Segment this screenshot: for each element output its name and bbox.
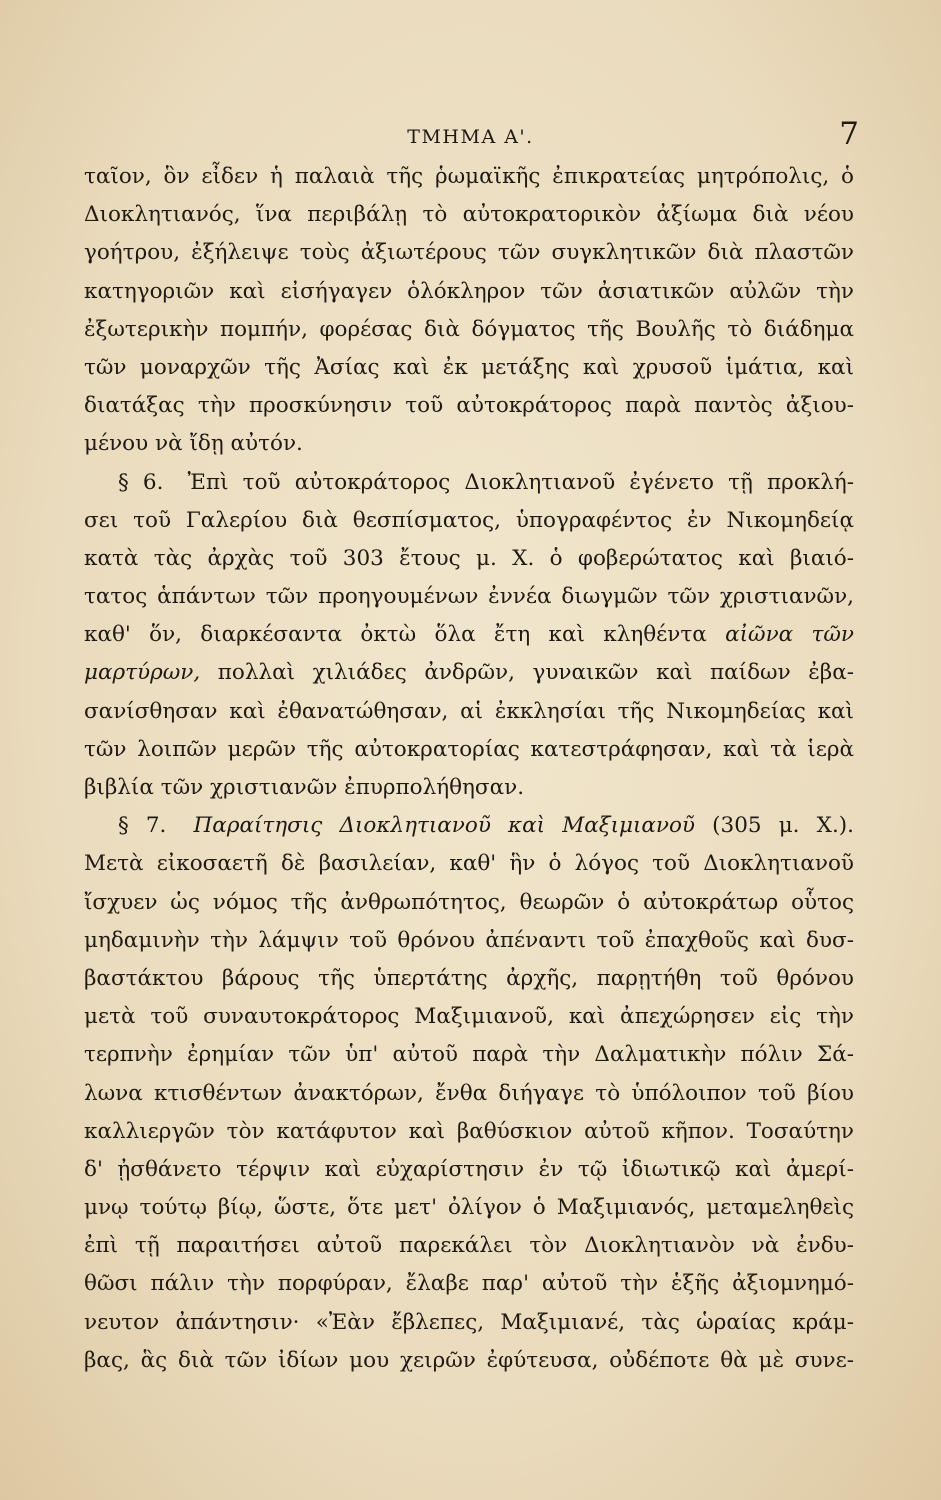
section-mark: § 6.	[118, 469, 164, 495]
text-line: τῶν λοιπῶν μερῶν τῆς αὐτοκρατορίας κατεστράφησαν, καὶ τὰ ἱερὰ	[84, 736, 854, 762]
italic-phrase: μαρτύρων,	[84, 660, 201, 686]
text-line: βαστάκτου βάρους τῆς ὑπερτάτης ἀρχῆς, παρῃτήθη τοῦ θρόνου	[84, 965, 854, 991]
text-line	[84, 654, 854, 692]
text-line: δ' ᾐσθάνετο τέρψιν καὶ εὐχαρίστησιν ἐν τῷ ἰδιωτικῷ καὶ ἀμερί-	[84, 1156, 854, 1182]
text-line: βιβλία τῶν χριστιανῶν ἐπυρπολήθησαν.	[84, 775, 525, 800]
text-line: θῶσι πάλιν τὴν πορφύραν, ἔλαβε παρ' αὐτοῦ τὴν ἑξῆς ἀξιομνημό-	[84, 1271, 854, 1297]
text-line: σανίσθησαν καὶ ἐθανατώθησαν, αἱ ἐκκλησίαι τῆς Νικομηδείας καὶ	[84, 698, 854, 724]
text-line: σει τοῦ Γαλερίου διὰ θεσπίσματος, ὑπογραφέντος ἐν Νικομηδείᾳ	[84, 507, 854, 533]
text-span: καθ' ὅν, διαρκέσαντα ὀκτὼ ὅλα ἔτη καὶ κληθέντα	[84, 622, 707, 648]
text-line: καλλιεργῶν τὸν κατάφυτον καὶ βαθύσκιον αὐτοῦ κῆπον. Τοσαύτην	[84, 1118, 854, 1144]
text-line: τερπνὴν ἐρημίαν τῶν ὑπ' αὐτοῦ παρὰ τὴν Δαλματικὴν πόλιν Σά-	[84, 1042, 854, 1068]
text-line: μνῳ τούτῳ βίῳ, ὥστε, ὅτε μετ' ὀλίγον ὁ Μαξιμιανός, μεταμεληθεὶς	[84, 1195, 854, 1221]
page-number: 7	[839, 116, 859, 152]
text-line: Διοκλητιανός, ἵνα περιβάλῃ τὸ αὐτοκρατορικὸν ἀξίωμα διὰ νέου	[84, 202, 854, 228]
section-7-heading	[84, 807, 854, 845]
section-6-first-line	[84, 464, 854, 502]
text-line: μηδαμινὴν τὴν λάμψιν τοῦ θρόνου ἀπέναντι τοῦ ἐπαχθοῦς καὶ δυσ-	[84, 927, 854, 953]
page-header	[0, 116, 941, 156]
text-line: ἐξωτερικὴν πομπήν, φορέσας διὰ δόγματος τῆς Βουλῆς τὸ διάδημα	[84, 316, 854, 342]
text-line	[84, 616, 854, 654]
page-body	[84, 158, 854, 1380]
text-span: Ἐπὶ τοῦ αὐτοκράτορος Διοκλητιανοῦ ἐγένετο τῇ προκλή-	[187, 469, 854, 495]
text-line: τῶν μοναρχῶν τῆς Ἀσίας καὶ ἐκ μετάξης καὶ χρυσοῦ ἱμάτια, καὶ	[84, 354, 854, 380]
text-line: ἐπὶ τῇ παραιτήσει αὐτοῦ παρεκάλει τὸν Διοκλητιανὸν νὰ ἐνδυ-	[84, 1233, 854, 1259]
text-line: κατηγοριῶν καὶ εἰσήγαγεν ὁλόκληρον τῶν ἀσιατικῶν αὐλῶν τὴν	[84, 278, 854, 304]
text-line: νευτον ἀπάντησιν· «Ἐὰν ἔβλεπες, Μαξιμιανέ, τὰς ὡραίας κράμ-	[84, 1309, 854, 1335]
text-line: μένου νὰ ἴδῃ αὐτόν.	[84, 431, 303, 457]
text-line: λωνα κτισθέντων ἀνακτόρων, ἔνθα διήγαγε τὸ ὑπόλοιπον τοῦ βίου	[84, 1080, 854, 1106]
text-line: τατος ἁπάντων τῶν προηγουμένων ἐννέα διωγμῶν τῶν χριστιανῶν,	[84, 584, 854, 610]
text-line: βας, ἃς διὰ τῶν ἰδίων μου χειρῶν ἐφύτευσα, οὐδέποτε θὰ μὲ συνε-	[84, 1347, 854, 1373]
section-date: (305 μ. Χ.).	[712, 813, 854, 839]
text-line: διατάξας τὴν προσκύνησιν τοῦ αὐτοκράτορος παρὰ παντὸς ἀξιου-	[84, 393, 854, 419]
text-line: γοήτρου, ἐξήλειψε τοὺς ἀξιωτέρους τῶν συγκλητικῶν διὰ πλαστῶν	[84, 240, 854, 266]
section-mark: § 7.	[118, 813, 167, 839]
text-line: κατὰ τὰς ἀρχὰς τοῦ 303 ἔτους μ. Χ. ὁ φοβερώτατος καὶ βιαιό-	[84, 545, 854, 571]
text-line: ἴσχυεν ὡς νόμος τῆς ἀνθρωπότητος, θεωρῶν ὁ αὐτοκράτωρ οὗτος	[84, 889, 854, 915]
italic-phrase: αἰῶνα τῶν	[725, 622, 854, 648]
section-title: Παραίτησις Διοκλητιανοῦ καὶ Μαξιμιανοῦ	[193, 813, 696, 839]
text-line: Μετὰ εἰκοσαετῆ δὲ βασιλείαν, καθ' ἣν ὁ λόγος τοῦ Διοκλητιανοῦ	[84, 851, 854, 877]
running-head: ΤΜΗΜΑ Α'.	[407, 126, 534, 148]
text-line: μετὰ τοῦ συναυτοκράτορος Μαξιμιανοῦ, καὶ ἀπεχώρησεν εἰς τὴν	[84, 1004, 854, 1030]
text-span: πολλαὶ χιλιάδες ἀνδρῶν, γυναικῶν καὶ παίδων ἐβα-	[217, 660, 854, 686]
text-line: ταῖον, ὃν εἶδεν ἡ παλαιὰ τῆς ῥωμαϊκῆς ἐπικρατείας μητρόπολις, ὁ	[84, 164, 854, 189]
